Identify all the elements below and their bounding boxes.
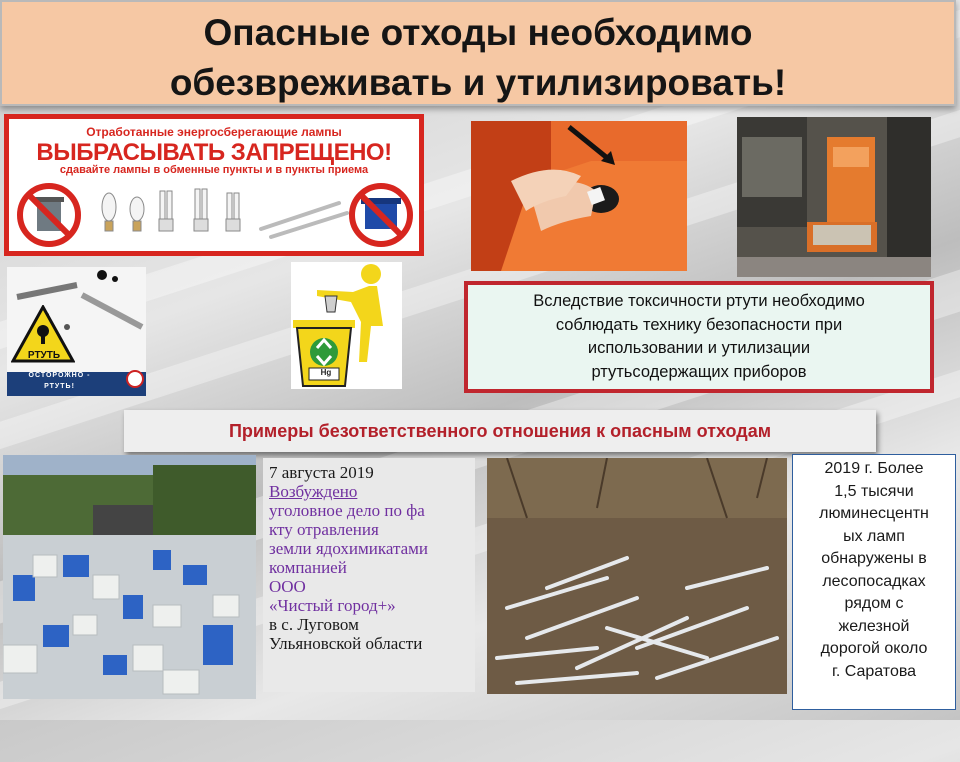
info-line-4: ртутьсодержащих приборов <box>591 362 807 381</box>
ban-line-1: Отработанные энергосберегающие лампы <box>86 125 342 139</box>
saratov-line-9: дорогой около <box>820 640 928 657</box>
saratov-line-5: обнаружены в <box>821 550 927 567</box>
court-line-8: Ульяновской области <box>269 634 423 653</box>
energy-saving-lamps-icon <box>102 189 240 231</box>
mercury-label: РТУТЬ <box>27 350 61 361</box>
orange-container-photo <box>471 121 687 271</box>
court-date: 7 августа 2019 <box>269 463 374 482</box>
info-line-3: использовании и утилизации <box>587 339 811 357</box>
dumped-lamps-photo <box>487 458 787 694</box>
info-line-2: соблюдать технику безопасности при <box>555 315 843 334</box>
saratov-line-6: лесопосадках <box>822 572 926 590</box>
saratov-line-7: рядом с <box>844 595 904 612</box>
lamp-collection-box-photo <box>737 117 931 277</box>
chemical-canisters-dump-photo <box>3 455 256 699</box>
saratov-line-2: 1,5 тысячи <box>834 482 914 500</box>
examples-banner: Примеры безответственного отношения к опасным отходам <box>124 410 876 452</box>
page-title <box>0 0 956 106</box>
hg-label: Hg <box>320 368 332 377</box>
no-dumpster-icon <box>352 186 410 244</box>
mercury-caption-1: ОСТОРОЖНО - <box>28 372 91 379</box>
ban-line-2: ВЫБРАСЫВАТЬ ЗАПРЕЩЕНО! <box>36 139 392 166</box>
court-line-5: ООО <box>269 577 306 596</box>
court-line-2: кту отравления <box>269 520 379 539</box>
court-verb-link[interactable]: Возбуждено <box>269 482 358 501</box>
ban-line-3: сдавайте лампы в обменные пункты и в пункты приема <box>59 164 369 176</box>
court-line-4: компанией <box>269 558 347 577</box>
title-line-1: Опасные отходы необходимо <box>203 12 753 53</box>
lamp-ban-sign <box>4 114 424 256</box>
saratov-line-3: люминесцентн <box>819 505 929 522</box>
info-line-1: Вследствие токсичности ртути необходимо <box>533 292 865 310</box>
mercury-safety-note <box>464 281 934 393</box>
saratov-line-10: г. Саратова <box>831 662 917 680</box>
saratov-lamps-note <box>792 454 956 710</box>
mercury-caption-2: РТУТЬ! <box>44 383 75 390</box>
court-case-note <box>263 458 475 692</box>
dumped-tubes-illustration <box>487 458 787 694</box>
lamp-recycling-pictogram <box>291 262 402 389</box>
title-line-2: обезвреживать и утилизировать! <box>169 62 787 103</box>
court-line-6: «Чистый город+» <box>269 596 396 615</box>
court-line-7: в с. Луговом <box>269 615 359 634</box>
saratov-line-4: ых ламп <box>843 527 905 545</box>
lamp-row-illustration <box>9 179 419 251</box>
fluorescent-tubes-icon <box>261 203 347 237</box>
canister-pile-illustration <box>3 455 256 699</box>
court-line-1: уголовное дело по фа <box>269 501 425 520</box>
mercury-warning-image <box>7 267 146 396</box>
saratov-line-8: железной <box>838 617 910 635</box>
no-trash-bin-icon <box>20 186 78 244</box>
recycling-bin-icon <box>291 262 402 389</box>
hand-inserting-lamp-illustration <box>471 121 687 271</box>
saratov-line-1: 2019 г. Более <box>824 460 924 477</box>
court-line-3: земли ядохимикатами <box>269 539 428 558</box>
collection-box-illustration <box>737 117 931 277</box>
